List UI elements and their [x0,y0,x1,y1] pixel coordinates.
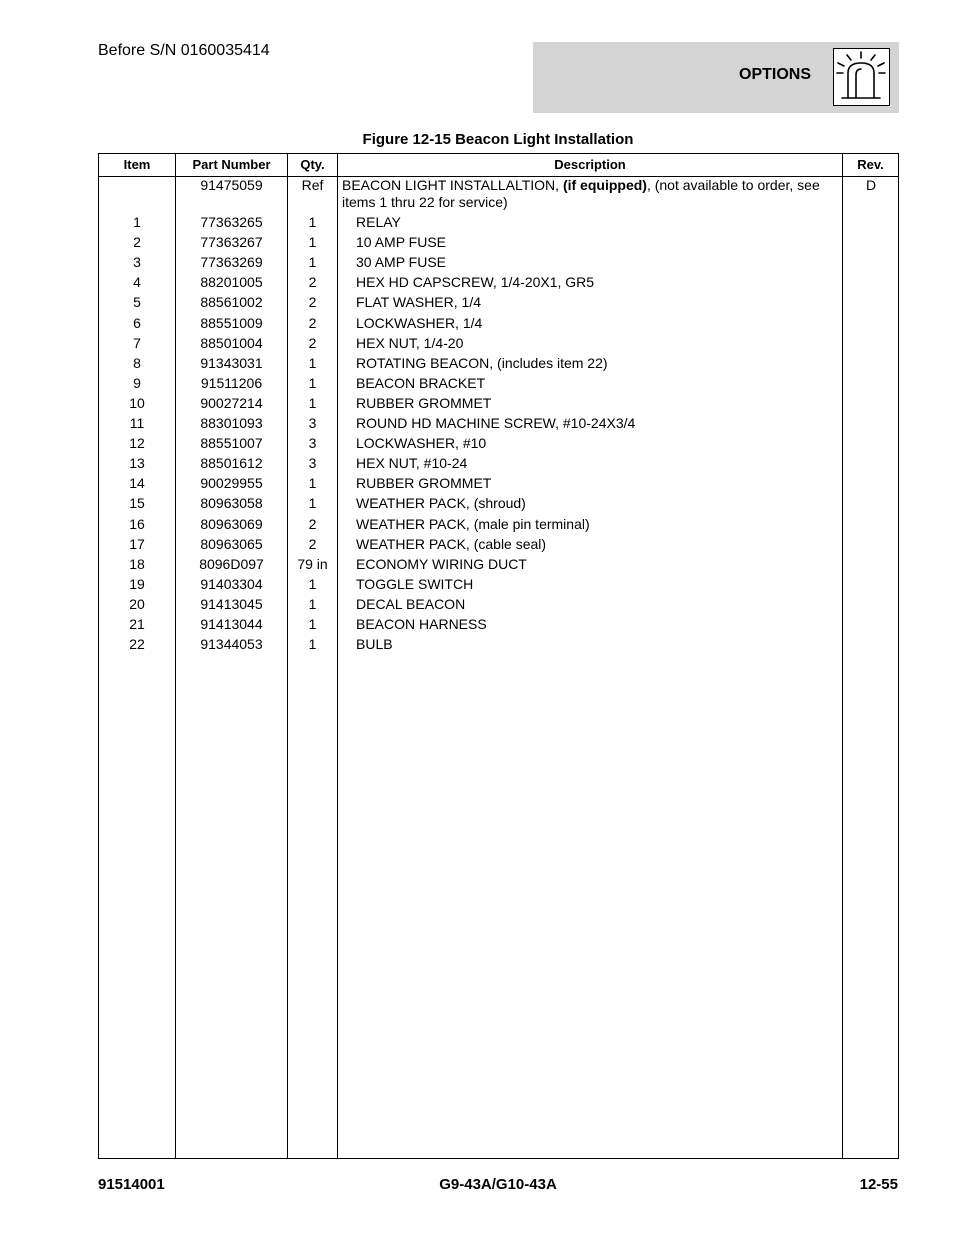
section-title: OPTIONS [739,66,812,83]
part-number: 77363269 [200,254,263,271]
quantity: 1 [308,495,317,512]
part-description: RUBBER GROMMET [356,394,492,411]
part-description: WEATHER PACK, (cable seal) [356,535,547,552]
quantity: 2 [308,535,317,552]
quantity: 2 [308,294,317,311]
part-number: 88201005 [200,274,263,291]
revision: D [865,177,877,193]
item-number: 19 [129,575,145,592]
quantity: 1 [308,475,317,492]
item-number: 11 [129,415,145,431]
part-number: 90029955 [200,475,263,492]
item-number: 16 [129,515,145,532]
table-row [99,516,898,536]
table-row [99,375,898,395]
item-number: 18 [129,555,145,572]
item-number: 6 [133,314,141,331]
part-number: 88551009 [200,314,263,331]
item-number: 7 [133,334,141,351]
part-description: BEACON HARNESS [356,616,487,632]
column-header-part-number: Part Number [192,157,271,172]
part-description: WEATHER PACK, (male pin terminal) [356,515,590,532]
item-number: 10 [129,394,145,411]
description-tail: , (not available to order, see [646,177,820,193]
quantity: 79 in [297,555,328,572]
part-number: 88561002 [200,294,263,311]
part-number: 91403304 [200,575,263,592]
part-description: 30 AMP FUSE [356,254,447,271]
table-row [99,335,898,355]
item-number: 21 [129,616,145,632]
table-row [99,415,898,435]
quantity: 3 [308,455,317,472]
part-description: RELAY [356,214,401,230]
quantity: 1 [308,234,317,251]
part-number: 90027214 [200,394,263,411]
item-number: 14 [129,475,145,492]
part-description: LOCKWASHER, 1/4 [356,314,483,331]
column-header-description: Description [554,157,626,172]
part-number: 88501612 [200,455,263,472]
table-row [99,274,898,294]
quantity: 1 [308,354,317,371]
item-number: 12 [129,435,145,452]
part-description: WEATHER PACK, (shroud) [356,495,526,512]
part-number: 91343031 [200,354,263,371]
part-number: 80963058 [200,495,263,512]
quantity: 1 [308,616,317,632]
part-description: HEX HD CAPSCREW, 1/4-20X1, GR5 [356,274,595,291]
part-description: BEACON BRACKET [356,374,486,391]
item-number: 15 [129,495,145,512]
quantity: 1 [308,595,317,612]
column-header-item: Item [123,157,151,172]
item-number: 5 [133,294,141,311]
part-number: 91344053 [200,636,263,653]
item-number: 2 [133,234,141,251]
part-description: LOCKWASHER, #10 [356,435,487,452]
table-row [99,254,898,274]
item-number: 17 [129,535,145,552]
item-number: 22 [129,636,145,653]
quantity: Ref [301,177,324,193]
description-lead: BEACON LIGHT INSTALLALTION, [342,177,563,193]
description-line-2: items 1 thru 22 for service) [342,194,508,210]
table-row [99,315,898,335]
quantity: 2 [308,274,317,291]
quantity: 2 [308,515,317,532]
figure-title: Figure 12-15 Beacon Light Installation [362,131,634,148]
part-number: 88501004 [200,334,263,351]
assembly-description [342,177,837,211]
part-description: BULB [356,636,393,653]
table-row [99,435,898,455]
table-row [99,214,898,234]
part-number: 8096D097 [199,555,264,572]
table-row [99,294,898,314]
table-row [99,616,898,636]
table-row [99,355,898,375]
part-number: 91475059 [200,177,263,193]
table-row [99,234,898,254]
part-description: ROTATING BEACON, (includes item 22) [356,354,608,371]
column-header-qty: Qty. [300,157,325,172]
table-row [99,596,898,616]
table-row [99,495,898,515]
quantity: 2 [308,334,317,351]
item-number: 9 [133,374,141,391]
part-number: 91413045 [200,595,263,612]
part-description: TOGGLE SWITCH [356,575,474,592]
table-row [99,556,898,576]
part-number: 80963069 [200,515,263,532]
part-description: 10 AMP FUSE [356,234,447,251]
item-number: 13 [129,455,145,472]
part-description: RUBBER GROMMET [356,475,492,492]
part-number: 88301093 [200,415,263,431]
footer-page-number: 12-55 [859,1176,898,1193]
footer-doc-number: 91514001 [98,1176,165,1193]
table-row [99,475,898,495]
part-description: DECAL BEACON [356,595,466,612]
assembly-row [99,177,898,213]
item-number: 4 [133,274,141,291]
table-row [99,636,898,656]
item-number: 1 [133,214,141,230]
quantity: 3 [308,415,317,431]
description-bold: (if equipped) [562,177,647,193]
item-number: 8 [133,354,141,371]
item-number: 20 [129,595,145,612]
part-number: 77363267 [200,234,263,251]
table-row [99,455,898,475]
beacon-light-icon [833,48,890,106]
part-number: 80963065 [200,535,263,552]
footer-model: G9-43A/G10-43A [439,1176,557,1193]
item-number: 3 [133,254,141,271]
part-number: 91511206 [200,374,263,391]
part-description: FLAT WASHER, 1/4 [356,294,481,311]
part-description: ROUND HD MACHINE SCREW, #10-24X3/4 [356,415,636,431]
quantity: 1 [308,394,317,411]
table-row [99,536,898,556]
quantity: 1 [308,636,317,653]
part-description: HEX NUT, #10-24 [356,455,468,472]
quantity: 1 [308,575,317,592]
table-row [99,395,898,415]
quantity: 1 [308,254,317,271]
part-number: 91413044 [200,616,263,632]
column-header-rev: Rev. [857,157,884,172]
table-row [99,576,898,596]
quantity: 1 [308,374,317,391]
section-header [533,42,899,113]
part-description: ECONOMY WIRING DUCT [356,555,527,572]
part-number: 88551007 [200,435,263,452]
quantity: 2 [308,314,317,331]
part-description: HEX NUT, 1/4-20 [356,334,464,351]
quantity: 3 [308,435,317,452]
serial-note: Before S/N 0160035414 [98,42,270,59]
part-number: 77363265 [200,214,263,230]
parts-table [98,153,899,1159]
quantity: 1 [308,214,317,230]
